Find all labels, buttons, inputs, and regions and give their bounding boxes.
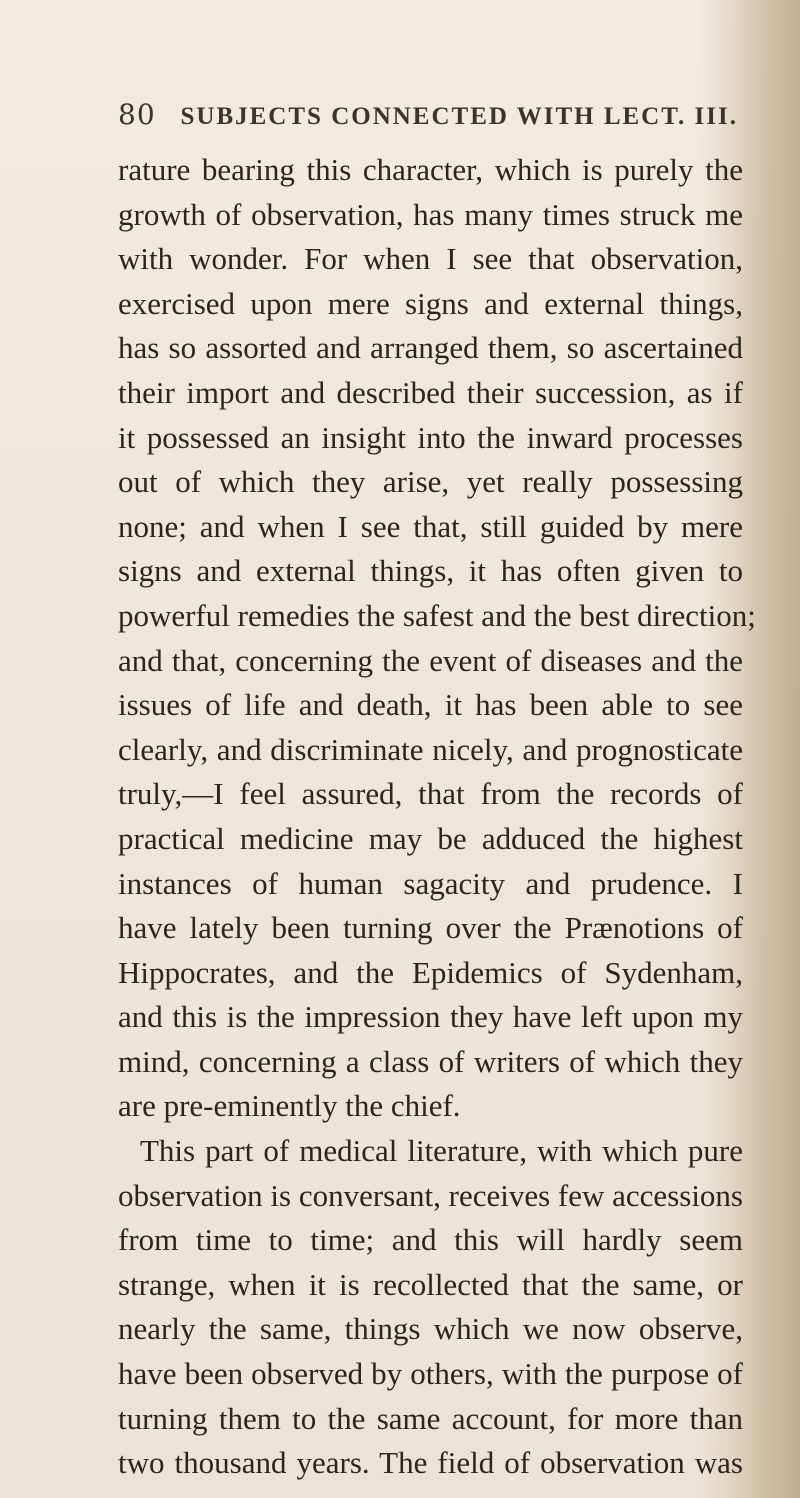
- text-line: have lately been turning over the Prænotions of: [118, 910, 743, 946]
- text-line: nearly the same, things which we now observe,: [118, 1311, 743, 1347]
- body-text: [118, 148, 756, 1486]
- page-header: [118, 98, 738, 138]
- text-line: two thousand years. The field of observation was: [118, 1445, 743, 1481]
- text-line: powerful remedies the safest and the best direction;: [118, 597, 756, 633]
- text-line: practical medicine may be adduced the highest: [118, 820, 743, 856]
- page-number: 80: [118, 98, 156, 131]
- text-line: signs and external things, it has often given to: [118, 553, 743, 589]
- text-line: truly,—I feel assured, that from the records of: [118, 776, 743, 812]
- text-line: from time to time; and this will hardly seem: [118, 1222, 743, 1258]
- paragraph-start-line: This part of medical literature, with which pure: [140, 1133, 743, 1169]
- text-line: growth of observation, has many times struck me: [118, 196, 743, 232]
- text-line: it possessed an insight into the inward processes: [118, 419, 743, 455]
- text-line: their import and described their succession, as if: [118, 374, 743, 410]
- running-head: SUBJECTS CONNECTED WITH LECT. III.: [180, 103, 738, 130]
- text-line: clearly, and discriminate nicely, and prognosticate: [118, 731, 743, 767]
- text-line: Hippocrates, and the Epidemics of Sydenham,: [118, 954, 743, 990]
- text-line: instances of human sagacity and prudence. I: [118, 865, 743, 901]
- text-line: and this is the impression they have left upon my: [118, 999, 743, 1035]
- text-line: has so assorted and arranged them, so ascertained: [118, 330, 743, 366]
- text-line: issues of life and death, it has been able to see: [118, 687, 743, 723]
- text-line: out of which they arise, yet really possessing: [118, 464, 743, 500]
- text-line: observation is conversant, receives few accessions: [118, 1177, 743, 1213]
- text-line: turning them to the same account, for more than: [118, 1400, 743, 1436]
- text-line: rature bearing this character, which is purely the: [118, 152, 743, 187]
- text-line: and that, concerning the event of diseases and the: [118, 642, 743, 678]
- text-line: exercised upon mere signs and external things,: [118, 285, 743, 321]
- text-line: have been observed by others, with the purpose of: [118, 1356, 743, 1392]
- text-line: strange, when it is recollected that the same, or: [118, 1266, 743, 1302]
- text-line: none; and when I see that, still guided by mere: [118, 508, 743, 544]
- text-line: are pre-eminently the chief.: [118, 1088, 461, 1124]
- text-line: with wonder. For when I see that observation,: [118, 241, 743, 277]
- text-line: mind, concerning a class of writers of which they: [118, 1043, 743, 1079]
